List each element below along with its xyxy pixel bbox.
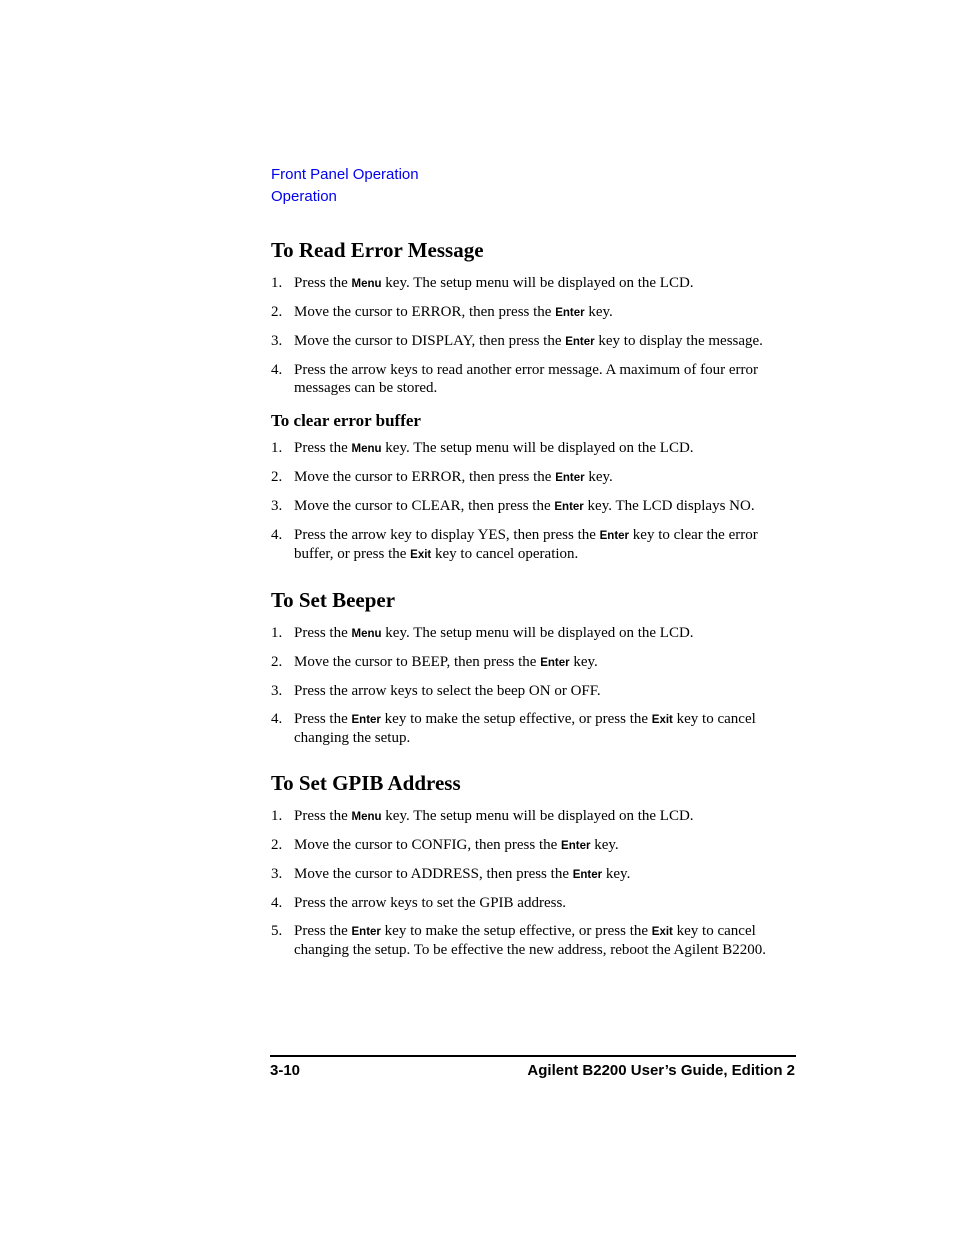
step-number: 2.	[271, 304, 283, 320]
step-number: 3.	[271, 498, 283, 514]
step-item	[271, 274, 796, 293]
step-number: 5.	[271, 923, 283, 939]
step-item	[271, 865, 796, 884]
subsection-heading: To clear error buffer	[271, 411, 421, 430]
key-name-enter: Enter	[351, 926, 381, 938]
step-list	[271, 274, 796, 397]
footer-page-number: 3-10	[270, 1062, 301, 1079]
step-item	[271, 624, 796, 643]
step-number: 2.	[271, 837, 283, 853]
step-item	[271, 710, 796, 747]
step-text: Move the cursor to CONFIG, then press the	[294, 837, 562, 853]
step-item	[271, 682, 796, 700]
footer-document-title: Agilent B2200 User’s Guide, Edition 2	[527, 1062, 795, 1079]
step-text: Press the	[294, 440, 352, 456]
step-text: Press the arrow keys to read another error message. A maximum of four error messages can be stored.	[294, 362, 759, 396]
step-text: Move the cursor to ERROR, then press the	[294, 304, 556, 320]
step-item	[271, 836, 796, 855]
section-heading: To Set Beeper	[271, 588, 396, 612]
section-heading: To Read Error Message	[271, 238, 484, 262]
step-number: 3.	[271, 683, 283, 699]
breadcrumb	[271, 164, 419, 208]
step-text: key.	[584, 469, 613, 485]
step-list	[271, 439, 796, 564]
step-text: key. The setup menu will be displayed on the LCD.	[381, 440, 694, 456]
step-number: 1.	[271, 625, 283, 641]
step-text: key. The setup menu will be displayed on the LCD.	[381, 808, 694, 824]
section-heading: To Set GPIB Address	[271, 771, 461, 795]
key-name-enter: Enter	[565, 336, 595, 348]
key-name-exit: Exit	[651, 714, 673, 726]
key-name-enter: Enter	[599, 530, 630, 542]
key-name-menu: Menu	[351, 278, 382, 290]
key-name-enter: Enter	[351, 714, 381, 726]
step-text: key to make the setup effective, or press the	[380, 711, 652, 727]
step-text: key to make the setup effective, or press the	[380, 923, 652, 939]
key-name-enter: Enter	[561, 840, 591, 852]
step-list	[271, 624, 796, 747]
step-text: key. The LCD displays NO.	[583, 498, 755, 514]
step-text: key to display the message.	[594, 333, 763, 349]
step-item	[271, 439, 796, 458]
step-number: 4.	[271, 895, 283, 911]
key-name-menu: Menu	[351, 811, 382, 823]
step-text: Press the	[294, 923, 352, 939]
key-name-exit: Exit	[410, 549, 432, 561]
key-name-enter: Enter	[540, 657, 570, 669]
key-name-enter: Enter	[572, 869, 603, 881]
key-name-menu: Menu	[351, 443, 382, 455]
step-number: 4.	[271, 362, 283, 378]
step-item	[271, 922, 796, 959]
step-text: key to cancel operation.	[431, 546, 579, 562]
step-number: 1.	[271, 275, 283, 291]
step-text: Press the arrow keys to select the beep ON or OFF.	[294, 683, 601, 699]
step-number: 4.	[271, 527, 283, 543]
step-item	[271, 526, 796, 564]
step-text: Move the cursor to ERROR, then press the	[294, 469, 556, 485]
step-text: key to cancel changing the setup.	[294, 711, 756, 746]
step-text: Press the	[294, 808, 352, 824]
step-item	[271, 332, 796, 351]
step-text: Press the	[294, 711, 352, 727]
key-name-enter: Enter	[555, 472, 585, 484]
step-number: 3.	[271, 333, 283, 349]
step-item	[271, 894, 796, 912]
step-item	[271, 303, 796, 322]
section-set-beeper	[271, 582, 796, 747]
section-set-gpib-address	[271, 765, 796, 959]
step-text: key.	[602, 866, 631, 882]
step-text: Move the cursor to BEEP, then press the	[294, 654, 541, 670]
step-text: Press the arrow key to display YES, then press the	[294, 527, 600, 543]
step-number: 1.	[271, 808, 283, 824]
breadcrumb-link-front-panel-operation[interactable]: Front Panel Operation	[271, 166, 419, 183]
step-text: Press the arrow keys to set the GPIB address.	[294, 895, 567, 911]
breadcrumb-link-operation[interactable]: Operation	[271, 188, 337, 205]
step-item	[271, 497, 796, 516]
step-number: 3.	[271, 866, 283, 882]
step-list	[271, 807, 796, 959]
step-text: key. The setup menu will be displayed on the LCD.	[381, 625, 694, 641]
step-number: 4.	[271, 711, 283, 727]
section-clear-error-buffer	[271, 407, 796, 564]
step-text: key.	[584, 304, 613, 320]
key-name-exit: Exit	[651, 926, 673, 938]
step-text: key. The setup menu will be displayed on the LCD.	[381, 275, 694, 291]
footer-divider	[270, 1055, 796, 1057]
step-number: 2.	[271, 469, 283, 485]
step-text: Move the cursor to CLEAR, then press the	[294, 498, 555, 514]
step-text: Move the cursor to DISPLAY, then press the	[294, 333, 566, 349]
step-item	[271, 653, 796, 672]
step-number: 2.	[271, 654, 283, 670]
document-body	[271, 232, 796, 969]
step-item	[271, 468, 796, 487]
step-text: key to cancel changing the setup. To be effective the new address, reboot the Agilent B2200.	[294, 923, 767, 958]
key-name-enter: Enter	[555, 307, 585, 319]
step-number: 1.	[271, 440, 283, 456]
step-item	[271, 361, 796, 397]
step-text: Move the cursor to ADDRESS, then press the	[294, 866, 573, 882]
step-text: Press the	[294, 275, 352, 291]
key-name-menu: Menu	[351, 628, 382, 640]
step-text: Press the	[294, 625, 352, 641]
step-text: key.	[590, 837, 619, 853]
step-item	[271, 807, 796, 826]
step-text: key.	[569, 654, 598, 670]
key-name-enter: Enter	[554, 501, 584, 513]
step-text: key to clear the error buffer, or press the	[294, 527, 758, 562]
section-read-error-message	[271, 232, 796, 397]
